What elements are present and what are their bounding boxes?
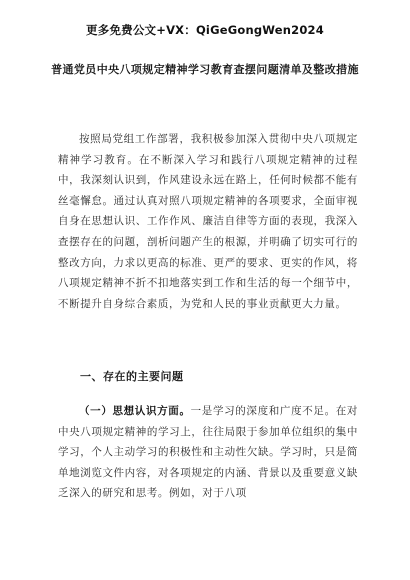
subsection-label: （一）思想认识方面。 — [79, 405, 191, 417]
subsection-text: 一是学习的深度和广度不足。在对中央八项规定精神的学习上，往往局限于参加单位组织的集中学习，个人主动学习的积极性和主动性欠缺。学习时，只是简单地浏览文件内容，对各项规定的内涵、背景以及重要意义缺乏深入的研究和思考。例如，对于八项 — [58, 405, 358, 500]
section-paragraph — [58, 401, 358, 504]
document-title: 普通党员中央八项规定精神学习教育查摆问题清单及整改措施 — [51, 63, 359, 76]
intro-paragraph: 按照局党组工作部署，我积极参加深入贯彻中央八项规定精神学习教育。在不断深入学习和践行八项规定精神的过程中，我深刻认识到，作风建设永远在路上，任何时候都不能有丝毫懈怠。通过认真对照八项规定精神的各项要求，全面审视自身在思想认识、工作作风、廉洁自律等方面的表现，我深入查摆存在的问题，剖析问题产生的根源，并明确了切实可行的整改方向，力求以更高的标准、更严的要求、更实的作风，将八项规定精神不折不扣地落实到工作和生活的每一个细节中，不断提升自身综合素质，为党和人民的事业贡献更大力量。 — [58, 133, 358, 310]
section-heading: 一、存在的主要问题 — [80, 370, 184, 383]
watermark-header: 更多免费公文+VX：QiGeGongWen2024 — [86, 23, 324, 37]
